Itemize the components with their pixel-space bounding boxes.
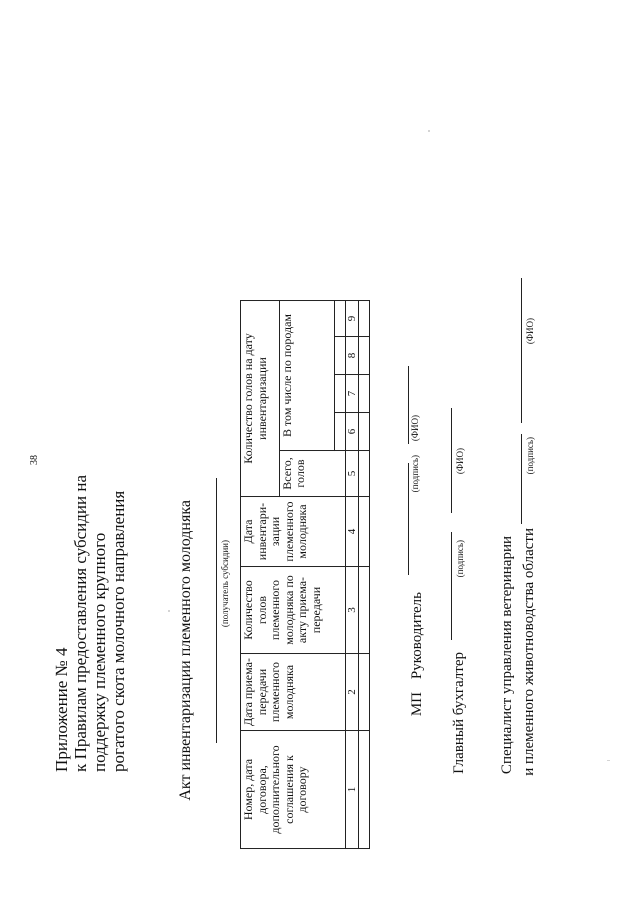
specialist-label-line2: и племенного животноводства области (521, 528, 537, 776)
column-number: 7 (346, 375, 359, 413)
column-number: 9 (346, 301, 359, 337)
appendix-line: поддержку племенного крупного (90, 532, 109, 772)
head-name-caption: (ФИО) (410, 415, 420, 442)
header-by-breed: В том числе по породам (279, 301, 334, 451)
specialist-name-line (521, 278, 522, 423)
mp-stamp-label: МП (409, 692, 425, 717)
header-head-count-group: Количество голов на дату инвентаризации (241, 301, 280, 497)
specialist-name-caption: (ФИО) (525, 318, 535, 345)
recipient-caption: (получатель субсидии) (220, 540, 230, 628)
appendix-line: к Правилам предоставления субсидии на (71, 475, 90, 772)
breed-cell (335, 375, 346, 413)
table-cell (359, 451, 370, 497)
appendix-line: рогатого скота молочного направления (109, 490, 128, 772)
scan-speck (428, 130, 430, 132)
header-inventory-date: Дата инвентари-зации племенного молодняка (241, 497, 346, 567)
accountant-name-line (451, 408, 452, 513)
column-number: 2 (346, 654, 359, 731)
column-number: 8 (346, 337, 359, 375)
head-name-line (408, 366, 409, 444)
header-total-heads: Всего, голов (279, 451, 345, 497)
accountant-signature-line (451, 532, 452, 640)
scan-speck (168, 610, 170, 612)
breed-cell (335, 413, 346, 451)
accountant-label: Главный бухгалтер (451, 652, 467, 774)
table-cell (359, 413, 370, 451)
accountant-name-caption: (ФИО) (455, 448, 465, 475)
breed-cell (335, 337, 346, 375)
specialist-label: Специалист управления ветеринарии (499, 536, 515, 775)
header-contract-number: Номер, дата договора, дополнительного соглашения к договору (241, 731, 346, 849)
head-label: Руководитель (409, 592, 425, 680)
specialist-signature-line (521, 434, 522, 524)
column-number: 3 (346, 567, 359, 654)
specialist-signature-caption: (подпись) (525, 437, 535, 475)
recipient-line (216, 478, 217, 743)
table-cell (359, 497, 370, 567)
table-cell (359, 654, 370, 731)
page-number: 38 (29, 455, 40, 465)
table-cell (359, 731, 370, 849)
column-number: 4 (346, 497, 359, 567)
act-title: Акт инвентаризации племенного молодняка (177, 500, 194, 801)
table-cell (359, 301, 370, 337)
table-cell (359, 375, 370, 413)
breed-cell (335, 301, 346, 337)
head-signature-line (408, 463, 409, 575)
header-transfer-date: Дата приема-передачи племенного молодняка (241, 654, 346, 731)
accountant-signature-caption: (подпись) (455, 540, 465, 578)
column-number: 5 (346, 451, 359, 497)
column-number: 6 (346, 413, 359, 451)
table-cell (359, 337, 370, 375)
inventory-table (240, 300, 370, 849)
appendix-header (52, 475, 128, 772)
appendix-title: Приложение № 4 (52, 647, 71, 772)
column-number: 1 (346, 731, 359, 849)
header-head-count-by-act: Количество голов племенного молодняка по акту приема-передачи (241, 567, 346, 654)
head-signature-caption: (подпись) (410, 455, 420, 493)
table-cell (359, 567, 370, 654)
scan-speck (607, 760, 610, 761)
